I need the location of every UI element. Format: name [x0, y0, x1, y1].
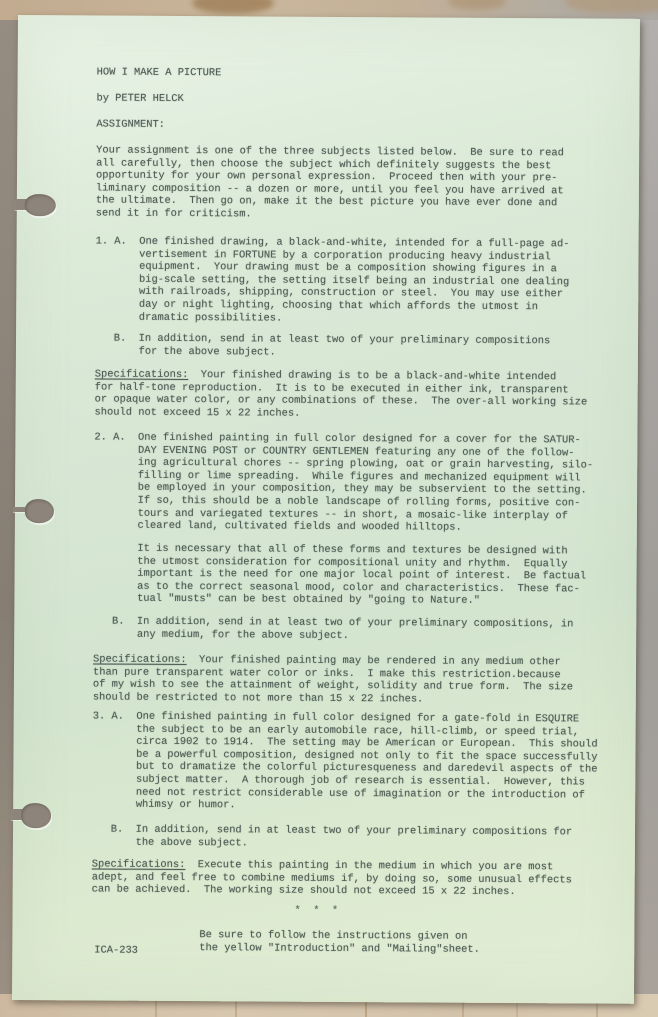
- form-code: ICA-233: [94, 944, 138, 957]
- specifications-1: [95, 368, 588, 421]
- specifications-2: [93, 653, 573, 706]
- specifications-3: [92, 858, 572, 899]
- byline: by PETER HELCK: [96, 92, 184, 106]
- item-1a-paragraph: 1. A. One finished drawing, a black-and-white, intended for a full-page ad- vertisement in FORTUNE by a corporation producing heavy industrial equipment. Your drawing must be a composition showing figures in a big-scale setting, the setting itself being an industrial one dealing with railroads, shipping, construction or steel. You may use either day or night lighting, choosing that which affords the utmost in dramatic possibilities.: [95, 235, 570, 325]
- hole-opening: [21, 803, 51, 828]
- hole-opening: [25, 194, 56, 216]
- specifications-2-label: Specifications:: [93, 653, 187, 667]
- item-2b-paragraph: B. In addition, send in at least two of your preliminary compositions, in any medium, for the above subject.: [93, 615, 574, 642]
- document-page: [12, 15, 640, 1004]
- document-title: HOW I MAKE A PICTURE: [96, 66, 222, 80]
- item-3b-paragraph: B. In addition, send in at least two of your preliminary compositions for the above subject.: [91, 823, 573, 850]
- specifications-1-text: Your finished drawing is to be a black-and-white intended for half-tone reproduction. It is to be executed in either ink, transparent or opaque water color, or any combinations of these. The over-all working size should not exceed 15 x 22 inches.: [94, 369, 588, 420]
- specifications-3-text: Execute this painting in the medium in which you are most adept, and feel free to combine mediums if, by doing so, some unusual effects can be achieved. The working size should not exceed 15 x 22 inches.: [91, 859, 572, 899]
- wood-stain: [192, 0, 274, 14]
- intro-paragraph: Your assignment is one of the three subjects listed below. Be sure to read all carefully, then choose the subject which definitely suggests the best opportunity for your own personal expression. Proceed then with your pre- liminary composition -- a dozen or more, until you feel you have arrived at the ultimate. Then go on, make it the best picture you have ever done and send it in for criticism.: [95, 144, 564, 221]
- wood-stain: [448, 0, 506, 10]
- item-2a-continuation: It is necessary that all of these forms and textures be designed with the utmost consideration for compositional unity and rhythm. Equally important is the need for one major local point of interest. Be factual as to the correct seasonal mood, color and characteristics. These fac- tual "musts" can be best obtained by "going to Nature.": [93, 542, 587, 608]
- item-1b-paragraph: B. In addition, send in at least two of your preliminary compositions for the above subject.: [94, 332, 551, 359]
- specifications-1-label: Specifications:: [94, 368, 189, 382]
- item-3a-paragraph: 3. A. One finished painting in full color designed for a gate-fold in ESQUIRE the subject to be an early automobile race, hill-climb, or speed trial, circa 1902 to 1914. The setting may be American or European. This should be a powerful composition, designed not only to fit the space successfully but to dramatize the colorful picturesqueness and daredevil aspects of the subject matter. A thorough job of research is essential. However, this need not restrict considerable use of imagination or the introduction of whimsy or humor.: [92, 710, 598, 812]
- asterisk-separator: * * *: [294, 904, 339, 917]
- specifications-2-text: Your finished painting may be rendered in any medium other than pure transparent water color or inks. I make this restriction.because of my wish to see the attainment of weight, solidity and true form. The size should be restricted to not more than 15 x 22 inches.: [92, 654, 574, 706]
- item-2a-paragraph: 2. A. One finished painting in full color designed for a cover for the SATUR- DAY EVENING POST or COUNTRY GENTLEMEN featuring any one of the follow- ing agricultural chores -- spring plowing, oat or grain harvesting, silo- filling or lime spreading. While figures and mechanized equipment will be employed in your composition, they may be subservient to the setting. If so, this should be a noble landscape of rolling forms, positive con- tours and variegated textures -- in short, a mosaic-like interplay of cleared land, cultivated fields and wooded hilltops.: [93, 431, 594, 534]
- assignment-heading: ASSIGNMENT:: [96, 118, 165, 131]
- wood-stain: [565, 0, 658, 14]
- footer-note: Be sure to follow the instructions given on the yellow "Introduction" and "Mailing"sheet.: [199, 929, 480, 956]
- hole-opening: [25, 499, 54, 523]
- specifications-3-label: Specifications:: [91, 858, 186, 872]
